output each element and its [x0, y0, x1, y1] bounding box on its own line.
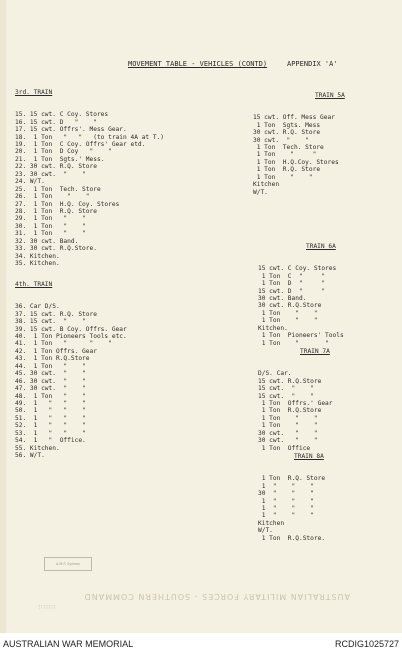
movement-line: 50. 1 " " " — [15, 407, 86, 415]
movement-line: 30 cwt. " " — [258, 437, 318, 445]
watermark-text: AUSTRALIAN MILITARY FORCES - SOUTHERN COMMAND — [83, 592, 350, 601]
movement-line: 45. 30 cwt. " " — [15, 370, 86, 378]
movement-line: 33. 30 cwt. R.Q.Store. — [15, 245, 97, 253]
train-4-heading: 4th. TRAIN — [15, 280, 53, 288]
movement-line: 30 cwt. R.Q. Store — [253, 129, 321, 137]
movement-line: W/T. — [253, 188, 268, 196]
movement-line: 40. 1 Ton Pioneers Tools etc. — [15, 333, 127, 340]
movement-line: 48. 1 Ton " " — [15, 392, 86, 400]
movement-line: 42. 1 Ton Offrs. Gear — [15, 347, 97, 355]
movement-line: 49. 1 " " " — [15, 399, 86, 407]
movement-line: 30 cwt. " " — [253, 136, 309, 144]
movement-line: 1 Ton " " — [258, 422, 318, 430]
movement-line: 28. 1 Ton R.Q. Store — [15, 207, 97, 215]
movement-line: 23. 30 cwt. " " — [15, 170, 86, 178]
footer-bar — [0, 633, 402, 653]
movement-line: 44. 1 Ton " " — [15, 362, 86, 370]
movement-line: 1 Ton " " — [258, 309, 318, 317]
movement-line: 30. 1 Ton " " — [15, 222, 86, 230]
movement-line: 30 " " " — [258, 490, 314, 498]
movement-line: 1 Ton Pioneers' Tools — [258, 332, 344, 340]
movement-line: 1 " " " — [258, 505, 314, 512]
movement-line: 21. 1 Ton Sgts.' Mess. — [15, 155, 105, 163]
appendix-label: APPENDIX 'A' — [287, 60, 338, 68]
movement-line: 31. 1 Ton " " — [15, 230, 86, 238]
movement-line: 1 Ton " " — [253, 151, 317, 159]
movement-line: 1 Ton C " " — [258, 272, 326, 280]
movement-line: 1 " " " — [258, 482, 314, 490]
movement-line: 15 cwt. D " " — [258, 287, 326, 295]
movement-line: 1 Ton Tech. Store — [253, 144, 324, 151]
archive-stamp: A.M.F. Sydney — [44, 557, 92, 571]
movement-line: 25. 1 Ton Tech. Store — [15, 185, 101, 193]
page-title: MOVEMENT TABLE - VEHICLES (CONTD) — [128, 60, 268, 68]
movement-line: 54. 1 " Office. — [15, 437, 86, 445]
movement-line: 41. 1 Ton " " " — [15, 340, 112, 348]
movement-line: 34. Kitchen. — [15, 252, 60, 260]
movement-line: 1 Ton R.Q. Store — [253, 166, 321, 174]
movement-line: 1 Ton R.Q.Store. — [258, 534, 326, 542]
movement-line: D/S. Car. — [258, 370, 292, 378]
movement-line: 53. 1 " " " — [15, 429, 86, 437]
movement-line: 1 " " " — [258, 512, 314, 520]
movement-line: 22. 30 cwt. R.Q. Store — [15, 163, 97, 171]
movement-line: 1 Ton H.Q.Coy. Stores — [253, 158, 339, 166]
movement-line: 1 Ton D " " — [258, 280, 326, 288]
train-3-block — [15, 74, 164, 282]
movement-line: 56. W/T. — [15, 452, 45, 459]
movement-line: 1 Ton Offrs.' Gear — [258, 400, 333, 407]
movement-line: 1 Ton Office — [258, 444, 311, 452]
movement-line: 38. 15 cwt. " " — [15, 318, 86, 326]
train-5a-lines — [253, 114, 345, 196]
paper-edge — [0, 0, 6, 633]
movement-line: 15 cwt. R.Q.Store — [258, 377, 322, 385]
movement-line: 35. Kitchen. — [15, 260, 60, 267]
movement-line: 1 Ton Sgts. Mess — [253, 121, 321, 129]
movement-line: 32. 30 cwt. Band. — [15, 237, 79, 245]
movement-line: 55. Kitchen. — [15, 444, 60, 452]
movement-line: 17. 15 cwt. Offrs'. Mess Gear. — [15, 126, 127, 134]
movement-line: 1 Ton " " — [258, 317, 318, 325]
movement-line: 15 cwt. " " — [258, 392, 314, 400]
movement-line: 16. 15 cwt. D " " — [15, 118, 97, 126]
movement-line: 29. 1 Ton " " — [15, 215, 86, 223]
movement-line: 1 Ton " " — [258, 339, 329, 347]
movement-line: 43. 1 Ton R.Q.Store — [15, 355, 90, 363]
movement-line: 39. 15 cwt. B Coy. Offrs. Gear — [15, 325, 127, 333]
movement-line: 1 Ton " " — [253, 173, 313, 181]
train-8a-heading: TRAIN 8A — [294, 452, 324, 460]
movement-line: 15 cwt. " " — [258, 385, 314, 393]
train-5a-block — [253, 77, 345, 211]
movement-line: 24. W/T. — [15, 178, 45, 186]
movement-line: Kitchen. — [258, 324, 288, 332]
train-4-lines — [15, 303, 127, 459]
movement-line: 15 cwt. Off. Mess Gear — [253, 114, 335, 122]
movement-line: 26. 1 Ton " " — [15, 193, 90, 201]
movement-line: W/T. — [258, 527, 273, 535]
train-3-lines — [15, 111, 164, 267]
movement-line: 51. 1 " " " — [15, 414, 86, 422]
footer-record-id: RCDIG1025727 — [334, 639, 399, 649]
movement-line: 15. 15 cwt. C Coy. Stores — [15, 111, 109, 119]
movement-line: 1 " " " — [258, 497, 314, 505]
movement-line: 52. 1 " " " — [15, 422, 86, 430]
train-8a-block — [258, 438, 325, 557]
train-6a-heading: TRAIN 6A — [306, 242, 336, 250]
train-7a-heading: TRAIN 7A — [300, 347, 330, 355]
watermark-small-text: 1111111 — [38, 604, 56, 609]
footer-credit: AUSTRALIAN WAR MEMORIAL — [3, 639, 134, 649]
train-3-heading: 3rd. TRAIN — [15, 88, 53, 96]
movement-line: 30 cwt. R.Q.Store — [258, 302, 322, 310]
movement-line: 27. 1 Ton H.Q. Coy. Stores — [15, 200, 120, 208]
movement-line: 30 cwt. Band. — [258, 295, 307, 302]
movement-line: 19. 1 Ton C Coy. Offrs' Gear etd. — [15, 141, 146, 148]
movement-line: 15 cwt. C Coy. Stores — [258, 265, 337, 273]
movement-line: 1 Ton R.Q. Store — [258, 475, 326, 483]
movement-line: 30 cwt. " " — [258, 429, 318, 437]
train-5a-heading: TRAIN 5A — [315, 91, 345, 99]
movement-line: 47. 30 cwt. " " — [15, 385, 86, 393]
movement-line: 37. 15 cwt. R.Q. Store — [15, 310, 97, 318]
movement-line: 1 Ton " " — [258, 414, 318, 422]
movement-line: 36. Car D/S. — [15, 303, 60, 311]
movement-line: 18. 1 Ton " " (to train 4A at T.) — [15, 133, 165, 141]
train-4-block — [15, 266, 127, 474]
movement-line: 1 Ton R.Q.Store — [258, 407, 322, 415]
movement-line: 46. 30 cwt. " " — [15, 377, 86, 385]
movement-line: 20. 1 Ton D Coy " " — [15, 148, 112, 156]
movement-line: Kitchen — [258, 519, 285, 527]
movement-line: Kitchen — [253, 181, 280, 189]
train-8a-lines — [258, 475, 325, 542]
